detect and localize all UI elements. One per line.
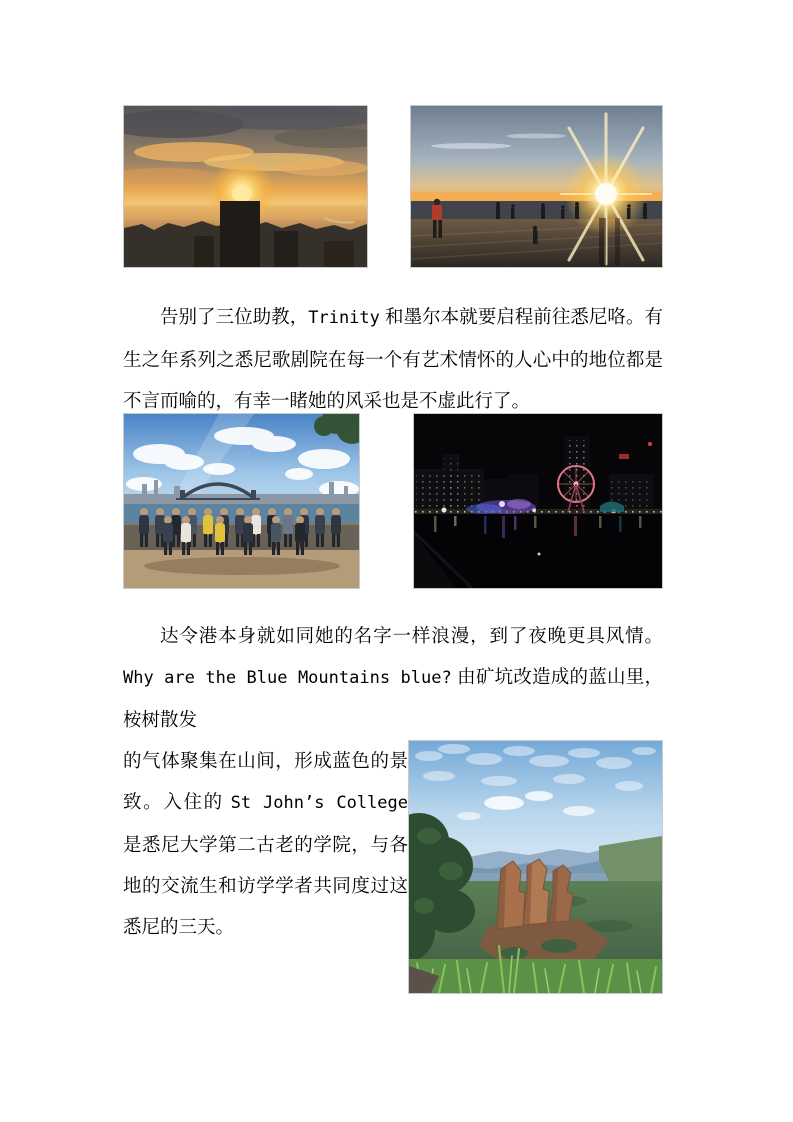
document-body bbox=[123, 0, 663, 994]
photo-beach-sunset bbox=[410, 105, 663, 268]
photo-row-1 bbox=[123, 105, 663, 268]
paragraph-2-latin: Why are the Blue Mountains blue? bbox=[123, 668, 452, 688]
paragraph-2b-latin: St John’s College bbox=[230, 793, 409, 813]
paragraph-1-text-2: 和墨尔本就要启程前往悉尼咯。有生之年系列之悉尼歌剧院在每一个有艺术情怀的人心中的地位都是不言而喻的，有幸一睹她的风采也是不虚此行了。 bbox=[123, 306, 663, 411]
photo-melbourne-sunset-image bbox=[124, 106, 367, 267]
photo-darling-harbour-night-image bbox=[414, 414, 662, 588]
paragraph-1 bbox=[123, 296, 663, 421]
paragraph-2b-text: 的气体聚集在山间，形成蓝色的景致。入住的 bbox=[123, 750, 408, 812]
paragraph-2-text-2: 由矿坑改造成的蓝山里，桉树散发 bbox=[123, 666, 663, 730]
paragraph-2 bbox=[123, 615, 663, 740]
photo-group-harbour-bridge bbox=[123, 413, 360, 589]
photo-group-harbour-bridge-image bbox=[124, 414, 359, 588]
paragraph-1-latin: Trinity bbox=[308, 308, 380, 328]
text-wrap-block bbox=[123, 740, 663, 994]
photo-blue-mountains bbox=[408, 740, 663, 994]
paragraph-2b-text-2: 是悉尼大学第二古老的学院，与各地的交流生和访学学者共同度过这悉尼的三天。 bbox=[123, 834, 408, 937]
paragraph-2-text: 达令港本身就如同她的名字一样浪漫，到了夜晚更具风情。 bbox=[160, 625, 663, 646]
photo-row-2 bbox=[123, 413, 663, 589]
paragraph-1-text: 告别了三位助教， bbox=[160, 306, 309, 327]
photo-melbourne-sunset bbox=[123, 105, 368, 268]
photo-blue-mountains-image bbox=[409, 741, 662, 993]
photo-beach-sunset-image bbox=[411, 106, 662, 267]
photo-darling-harbour-night bbox=[413, 413, 663, 589]
